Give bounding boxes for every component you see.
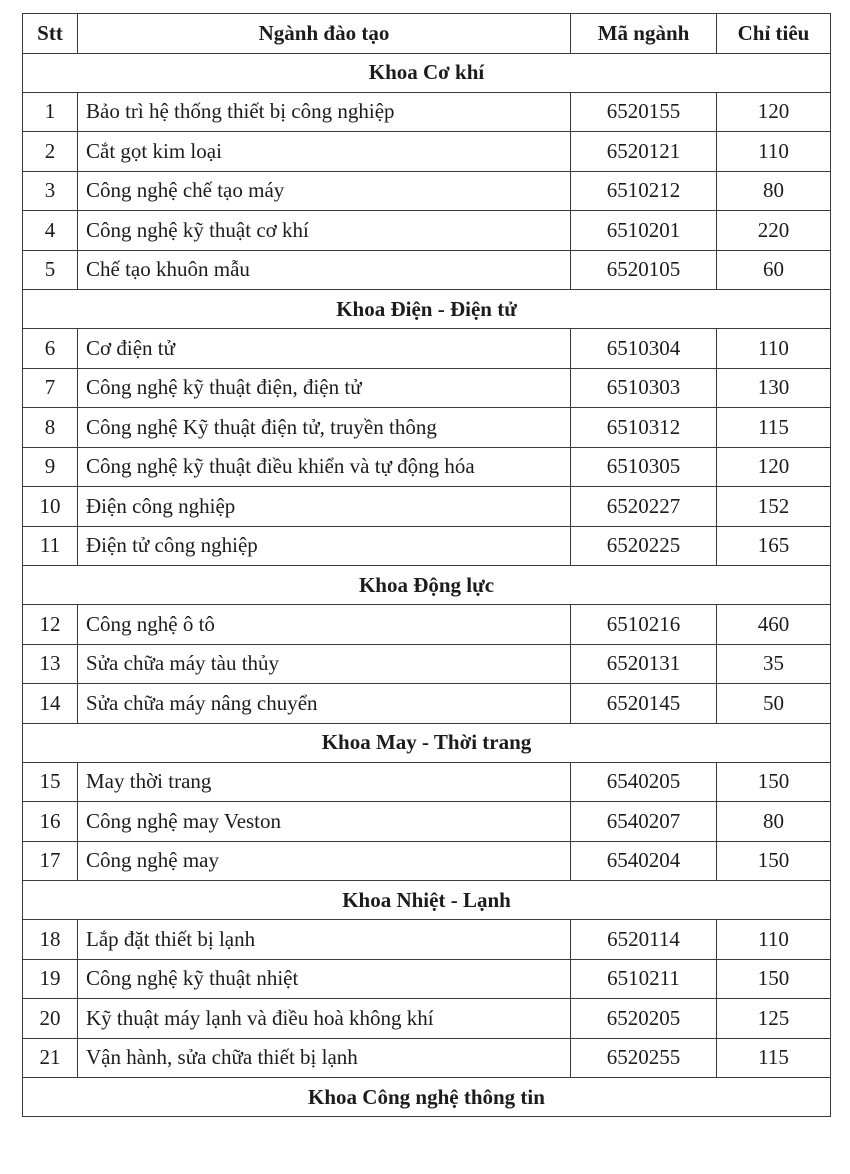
- row-major-name: Cắt gọt kim loại: [78, 132, 571, 172]
- row-quota: 50: [717, 684, 831, 724]
- table-row: [23, 368, 831, 408]
- row-stt: 5: [23, 250, 78, 290]
- row-major-code: 6520255: [571, 1038, 717, 1078]
- table-row: [23, 408, 831, 448]
- row-major-name: Sửa chữa máy nâng chuyển: [78, 684, 571, 724]
- row-major-code: 6510304: [571, 329, 717, 369]
- row-quota: 120: [717, 447, 831, 487]
- section-title: Khoa Động lực: [23, 566, 831, 605]
- table-row: [23, 329, 831, 369]
- admission-quota-document: [22, 13, 830, 1117]
- row-stt: 17: [23, 841, 78, 881]
- row-major-code: 6540205: [571, 762, 717, 802]
- table-row: [23, 802, 831, 842]
- row-major-name: Chế tạo khuôn mẫu: [78, 250, 571, 290]
- row-major-code: 6510212: [571, 171, 717, 211]
- row-quota: 110: [717, 920, 831, 960]
- row-major-name: Sửa chữa máy tàu thủy: [78, 644, 571, 684]
- section-header-row: [23, 1078, 831, 1117]
- row-major-name: Công nghệ chế tạo máy: [78, 171, 571, 211]
- row-stt: 19: [23, 959, 78, 999]
- section-header-row: [23, 566, 831, 605]
- row-major-code: 6540207: [571, 802, 717, 842]
- row-quota: 80: [717, 802, 831, 842]
- row-major-name: Công nghệ ô tô: [78, 605, 571, 645]
- row-stt: 9: [23, 447, 78, 487]
- section-header-row: [23, 53, 831, 92]
- row-major-code: 6510216: [571, 605, 717, 645]
- header-major: Ngành đào tạo: [78, 14, 571, 54]
- header-code: Mã ngành: [571, 14, 717, 54]
- row-stt: 1: [23, 92, 78, 132]
- row-quota: 125: [717, 999, 831, 1039]
- row-stt: 11: [23, 526, 78, 566]
- section-title: Khoa Công nghệ thông tin: [23, 1078, 831, 1117]
- table-row: [23, 250, 831, 290]
- section-header-row: [23, 723, 831, 762]
- row-major-code: 6520121: [571, 132, 717, 172]
- row-stt: 15: [23, 762, 78, 802]
- row-stt: 4: [23, 211, 78, 251]
- row-major-name: Điện tử công nghiệp: [78, 526, 571, 566]
- row-major-name: Điện công nghiệp: [78, 487, 571, 527]
- row-major-code: 6540204: [571, 841, 717, 881]
- row-stt: 13: [23, 644, 78, 684]
- table-row: [23, 132, 831, 172]
- row-major-code: 6510303: [571, 368, 717, 408]
- table-row: [23, 92, 831, 132]
- row-major-code: 6510312: [571, 408, 717, 448]
- row-major-name: Kỹ thuật máy lạnh và điều hoà không khí: [78, 999, 571, 1039]
- table-row: [23, 211, 831, 251]
- table-row: [23, 644, 831, 684]
- row-quota: 115: [717, 1038, 831, 1078]
- table-row: [23, 762, 831, 802]
- row-stt: 14: [23, 684, 78, 724]
- table-row: [23, 447, 831, 487]
- row-quota: 460: [717, 605, 831, 645]
- row-major-name: Công nghệ kỹ thuật cơ khí: [78, 211, 571, 251]
- row-quota: 110: [717, 329, 831, 369]
- row-major-code: 6510201: [571, 211, 717, 251]
- header-quota: Chỉ tiêu: [717, 14, 831, 54]
- row-quota: 150: [717, 959, 831, 999]
- section-header-row: [23, 881, 831, 920]
- row-stt: 18: [23, 920, 78, 960]
- table-row: [23, 684, 831, 724]
- table-header-row: [23, 14, 831, 54]
- table-row: [23, 959, 831, 999]
- row-major-code: 6520227: [571, 487, 717, 527]
- section-title: Khoa May - Thời trang: [23, 723, 831, 762]
- row-major-code: 6510305: [571, 447, 717, 487]
- table-row: [23, 487, 831, 527]
- row-quota: 220: [717, 211, 831, 251]
- row-major-name: Công nghệ kỹ thuật nhiệt: [78, 959, 571, 999]
- row-stt: 10: [23, 487, 78, 527]
- row-major-name: May thời trang: [78, 762, 571, 802]
- row-major-name: Cơ điện tử: [78, 329, 571, 369]
- row-quota: 80: [717, 171, 831, 211]
- table-row: [23, 605, 831, 645]
- row-major-name: Công nghệ may Veston: [78, 802, 571, 842]
- row-quota: 115: [717, 408, 831, 448]
- row-quota: 165: [717, 526, 831, 566]
- row-stt: 20: [23, 999, 78, 1039]
- majors-table: [22, 13, 831, 1117]
- row-major-name: Vận hành, sửa chữa thiết bị lạnh: [78, 1038, 571, 1078]
- row-major-name: Lắp đặt thiết bị lạnh: [78, 920, 571, 960]
- row-stt: 21: [23, 1038, 78, 1078]
- row-stt: 8: [23, 408, 78, 448]
- row-major-code: 6520131: [571, 644, 717, 684]
- row-major-code: 6520155: [571, 92, 717, 132]
- table-row: [23, 920, 831, 960]
- row-major-code: 6510211: [571, 959, 717, 999]
- row-stt: 2: [23, 132, 78, 172]
- row-quota: 150: [717, 841, 831, 881]
- table-row: [23, 999, 831, 1039]
- section-header-row: [23, 290, 831, 329]
- row-quota: 152: [717, 487, 831, 527]
- row-major-code: 6520145: [571, 684, 717, 724]
- row-quota: 130: [717, 368, 831, 408]
- row-stt: 12: [23, 605, 78, 645]
- table-row: [23, 526, 831, 566]
- row-major-name: Công nghệ kỹ thuật điện, điện tử: [78, 368, 571, 408]
- section-title: Khoa Điện - Điện tử: [23, 290, 831, 329]
- row-major-code: 6520105: [571, 250, 717, 290]
- row-quota: 35: [717, 644, 831, 684]
- row-stt: 3: [23, 171, 78, 211]
- section-title: Khoa Cơ khí: [23, 53, 831, 92]
- row-quota: 150: [717, 762, 831, 802]
- row-major-name: Công nghệ Kỹ thuật điện tử, truyền thông: [78, 408, 571, 448]
- row-major-code: 6520205: [571, 999, 717, 1039]
- row-major-code: 6520114: [571, 920, 717, 960]
- section-title: Khoa Nhiệt - Lạnh: [23, 881, 831, 920]
- table-row: [23, 171, 831, 211]
- table-row: [23, 1038, 831, 1078]
- row-stt: 16: [23, 802, 78, 842]
- row-stt: 6: [23, 329, 78, 369]
- row-major-name: Bảo trì hệ thống thiết bị công nghiệp: [78, 92, 571, 132]
- row-major-name: Công nghệ kỹ thuật điều khiển và tự động hóa: [78, 447, 571, 487]
- table-body: [23, 53, 831, 1117]
- row-major-name: Công nghệ may: [78, 841, 571, 881]
- row-stt: 7: [23, 368, 78, 408]
- row-quota: 110: [717, 132, 831, 172]
- row-major-code: 6520225: [571, 526, 717, 566]
- header-stt: Stt: [23, 14, 78, 54]
- table-row: [23, 841, 831, 881]
- row-quota: 120: [717, 92, 831, 132]
- row-quota: 60: [717, 250, 831, 290]
